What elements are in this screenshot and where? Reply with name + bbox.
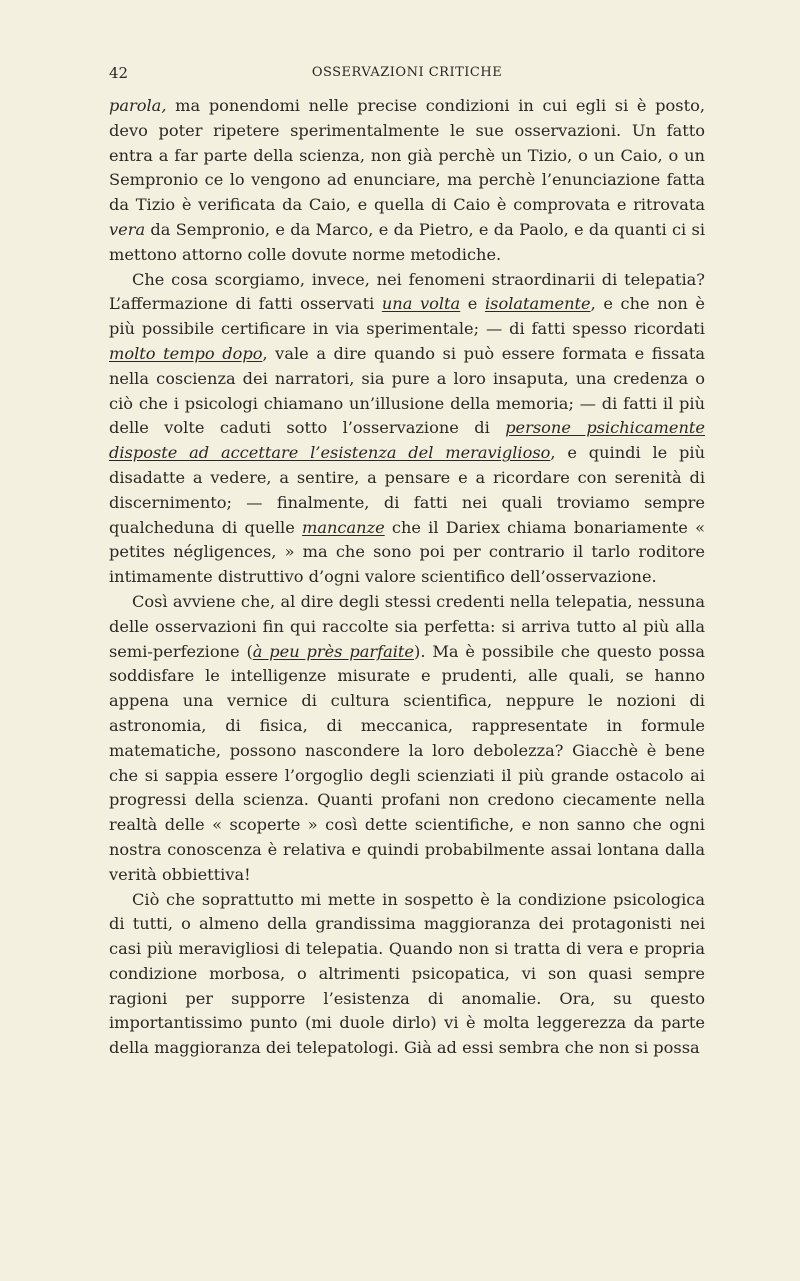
emphasized-text: mancanze — [302, 517, 385, 537]
emphasized-text: vera — [109, 219, 146, 239]
emphasized-text: molto tempo dopo — [109, 343, 263, 363]
emphasized-text: parola, — [109, 96, 167, 115]
text-run: e — [460, 294, 485, 314]
emphasized-text: una volta — [381, 294, 461, 314]
text-run: Ciò che soprattutto mi mette in sospetto è la condizione psicologica di tutti, o almeno della grandissima maggioranza dei protagonisti nei casi più meravigliosi di telepatia. Quando non si tratta di vera e propria condizione morbosa, o altrimenti psicopatica, vi son quasi sempre ragioni per supporre l’esistenza di anomalie. Ora, su questo importantissimo punto (mi duole dirlo) vi è molta leggerezza da parte della maggioranza dei telepatologi. Già ad essi sembra che non si possa — [109, 889, 705, 1058]
body-text — [109, 94, 705, 1061]
text-run: , e che non è più possibile certificare in via sperimentale; — di fatti spesso ricordati — [109, 294, 705, 339]
paragraph — [109, 590, 705, 888]
text-run: Così avviene che, al dire degli stessi credenti nella telepatia, nessuna delle osservazioni fin qui raccolte sia perfetta: si arriva tutto al più alla semi-perfezione ( — [109, 591, 705, 661]
text-run: che il Dariex chiama bonariamente « petites négligences, » ma che sono poi per contrario il tarlo roditore intimamente distruttivo d’ogni valore scientifico dell’osservazione. — [109, 517, 705, 587]
emphasized-text: persone psichicamente disposte ad accettare l’esistenza del meraviglioso — [109, 418, 705, 463]
text-run: ma ponendomi nelle precise condizioni in cui egli si è posto, devo poter ripetere sperimentalmente le sue osservazioni. Un fatto entra a far parte della scienza, non già perchè un Tizio, o un Caio, o un Sempronio ce lo vengono ad enunciare, ma perchè l’enunciazione fatta da Tizio è verificata da Caio, e quella di Caio è comprovata e ritrovata — [109, 96, 705, 215]
page-number: 42 — [109, 64, 129, 82]
emphasized-text: isolatamente — [484, 294, 591, 314]
paragraph — [109, 268, 705, 590]
page-header — [109, 64, 705, 86]
text-run: Che cosa scorgiamo, invece, nei fenomeni straordinarii di telepatia? L’affermazione di fatti osservati — [109, 269, 705, 314]
paragraph — [109, 888, 705, 1062]
text-run: , e quindi le più disadatte a vedere, a sentire, a pensare e a ricordare con serenità di discernimento; — finalmente, di fatti nei quali troviamo sempre qualcheduna di quelle — [109, 443, 705, 537]
emphasized-text: à peu près parfaite — [252, 641, 414, 661]
paragraph — [109, 94, 705, 268]
text-run: , vale a dire quando si può essere formata e fissata nella coscienza dei narratori, sia pure a loro insaputa, una credenza o ciò che i psicologi chiamano un’illusione della memoria; — di fatti il più delle volte caduti sotto l’osservazione di — [109, 343, 705, 438]
text-run: ). Ma è possibile che questo possa soddisfare le intelligenze misurate e prudenti, alle quali, se hanno appena una vernice di cultura scientifica, neppure le nozioni di astronomia, di fisica, di meccanica, rappresentate in formule matematiche, possono nascondere la loro debolezza? Giacchè è bene che si sappia essere l’orgoglio degli scienziati il più grande ostacolo ai progressi della scienza. Quanti profani non credono ciecamente nella realtà delle « scoperte » così dette scientifiche, e non sanno che ogni nostra conoscenza è relativa e quindi probabilmente assai lontana dalla verità obbiettiva! — [109, 641, 705, 884]
text-run: da Sempronio, e da Marco, e da Pietro, e da Paolo, e da quanti ci si mettono attorno colle dovute norme metodiche. — [109, 219, 705, 264]
running-title: OSSERVAZIONI CRITICHE — [311, 65, 503, 80]
